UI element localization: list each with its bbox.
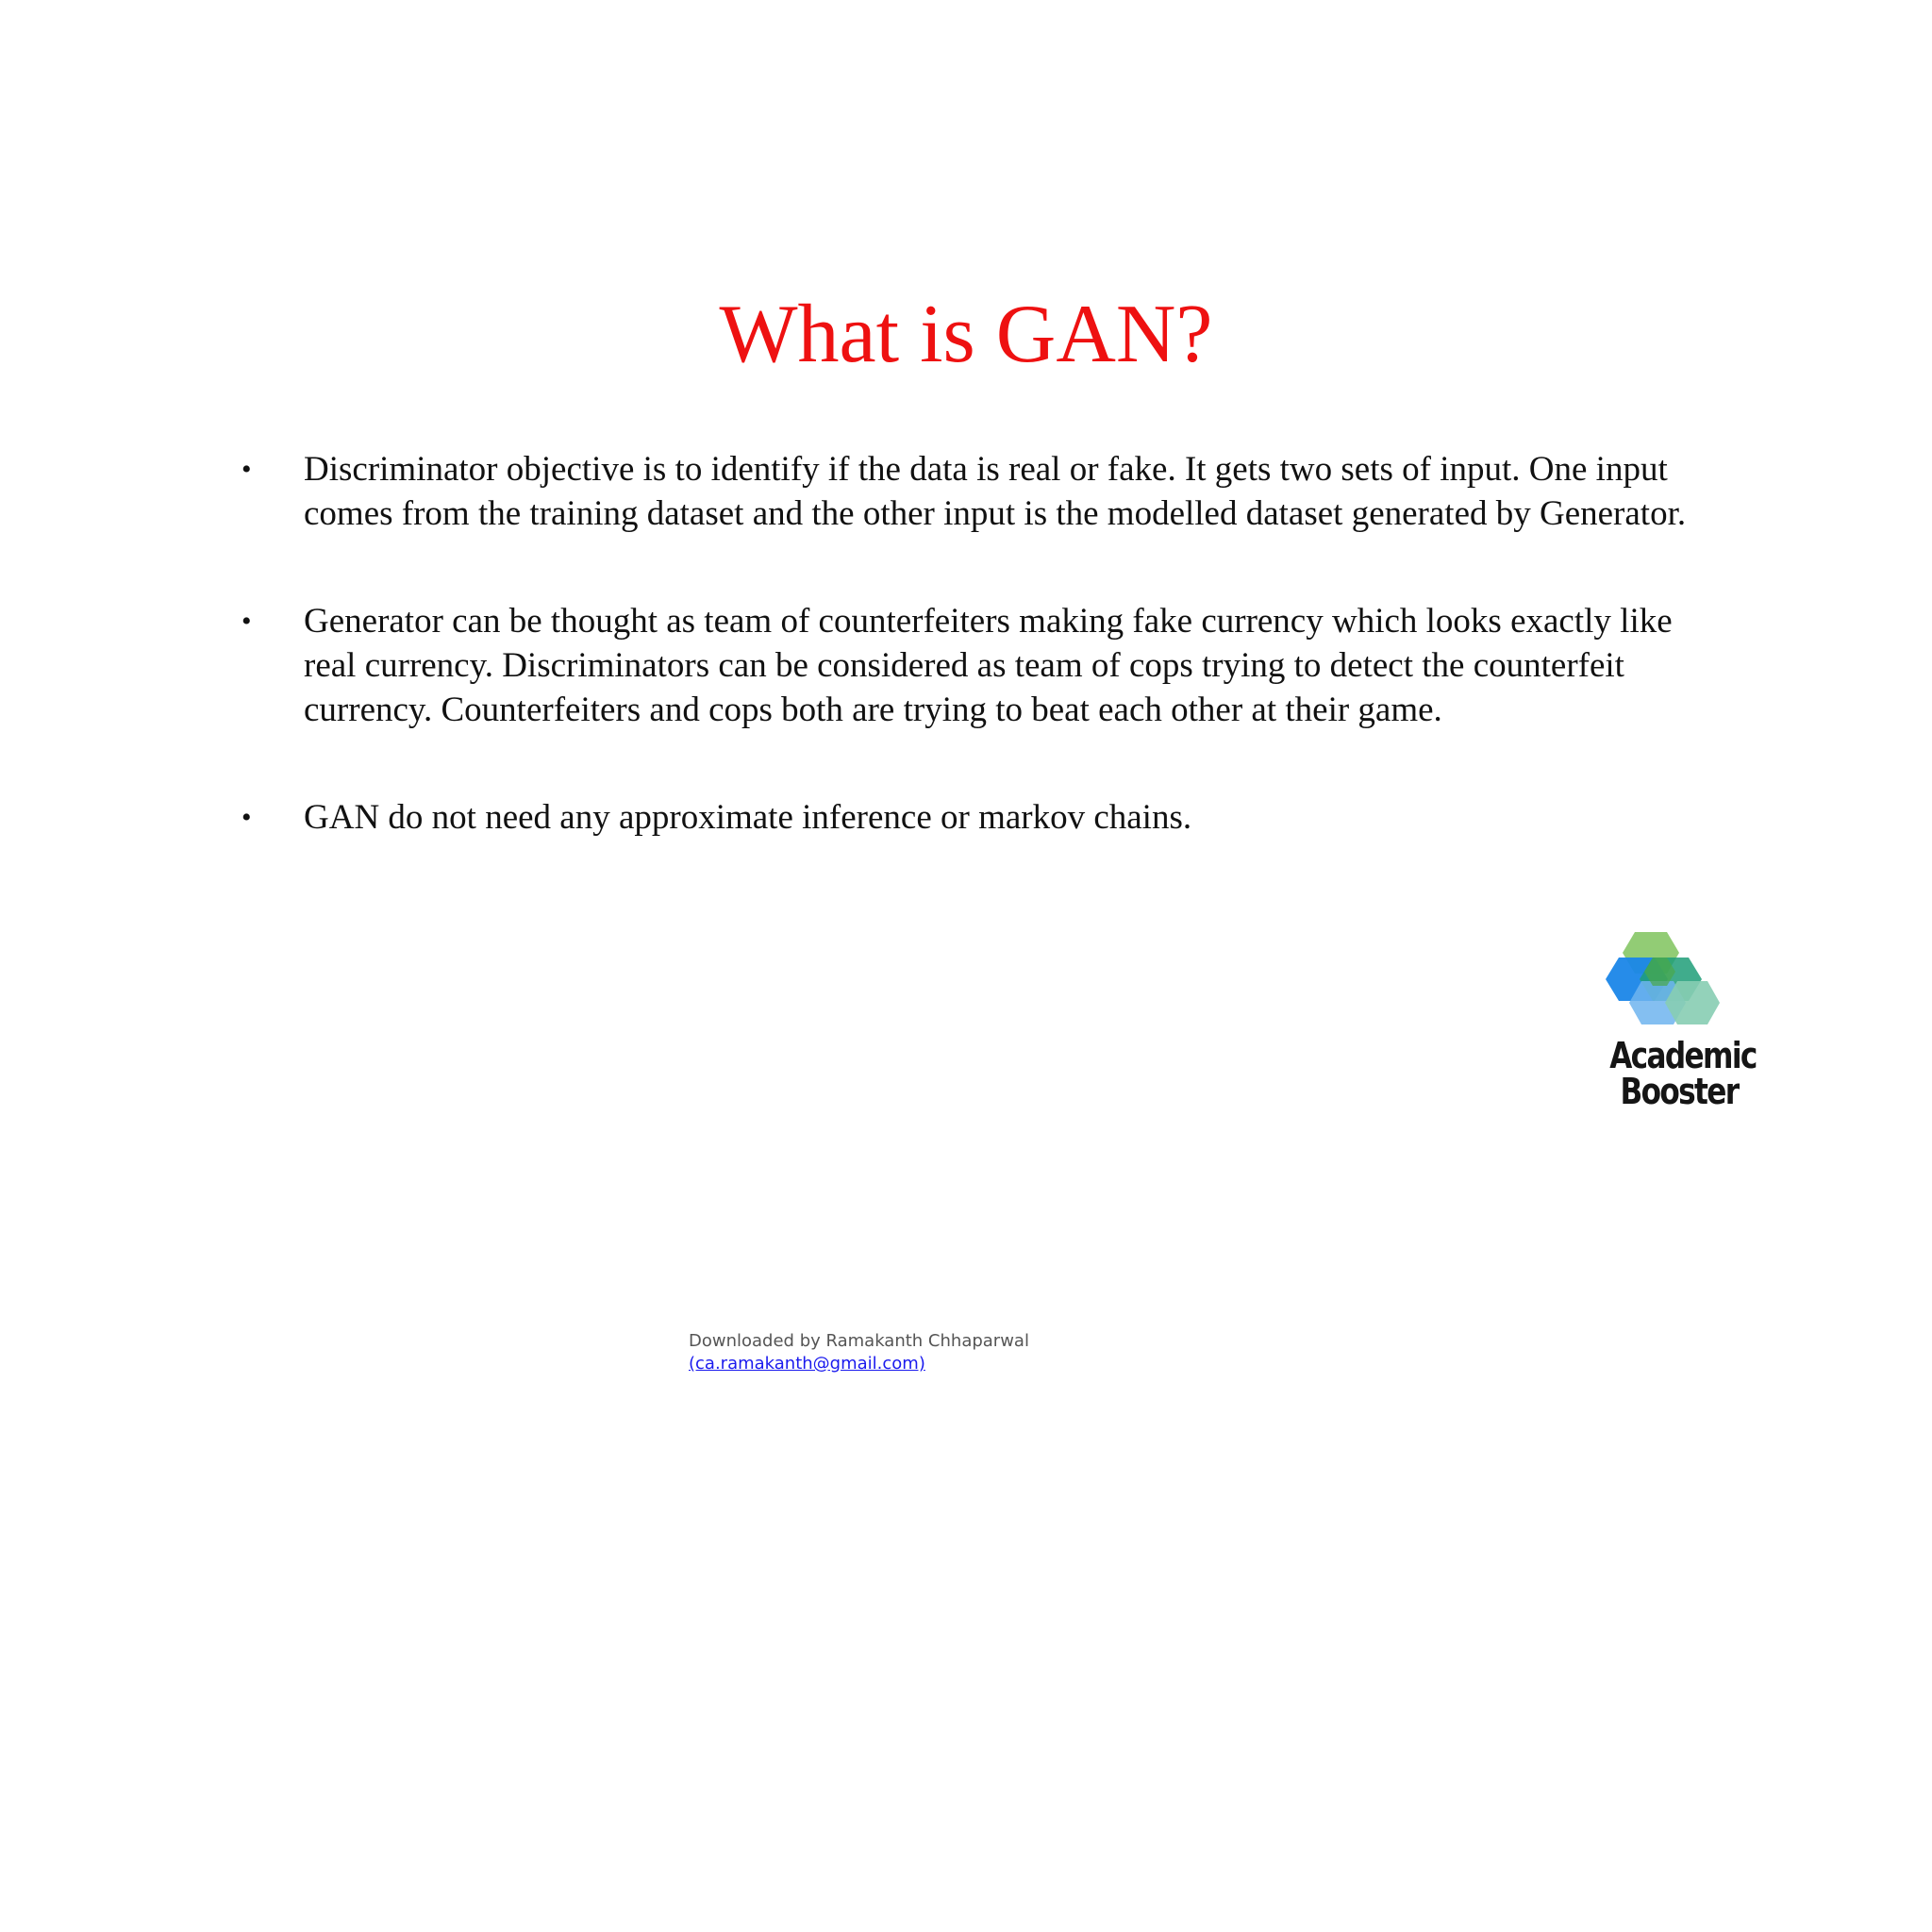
email-link[interactable]: (ca.ramakanth@gmail.com) <box>689 1354 925 1374</box>
bullet-marker: • <box>242 606 252 637</box>
bullet-marker: • <box>242 802 252 833</box>
bullet-text: GAN do not need any approximate inference or markov chains. <box>304 798 1192 837</box>
academic-booster-logo <box>1594 929 1764 1118</box>
downloaded-by-text: Downloaded by Ramakanth Chhaparwal <box>689 1331 1029 1351</box>
bullet-item <box>236 447 1707 536</box>
logo-line-booster: Booster <box>1620 1071 1739 1112</box>
logo-wordmark <box>1609 1035 1757 1112</box>
download-footer <box>689 1330 1029 1375</box>
bullet-item <box>236 599 1707 732</box>
bullet-text: Discriminator objective is to identify if the data is real or fake. It gets two sets of input. One input comes from the training dataset and the other input is the modelled dataset generated by Generator. <box>304 450 1687 533</box>
slide-title: What is GAN? <box>719 289 1213 380</box>
logo-line-academic: Academic <box>1609 1035 1757 1076</box>
bullet-list <box>236 447 1707 840</box>
bullet-marker: • <box>242 454 252 485</box>
bullet-text: Generator can be thought as team of counterfeiters making fake currency which looks exactly like real currency. Discriminators can be considered as team of cops trying to detect the counterfeit currency. Counterfeiters and cops both are trying to beat each other at their game. <box>304 602 1673 729</box>
hexagon-logo-icon <box>1594 929 1764 1033</box>
bullet-item <box>236 795 1707 840</box>
